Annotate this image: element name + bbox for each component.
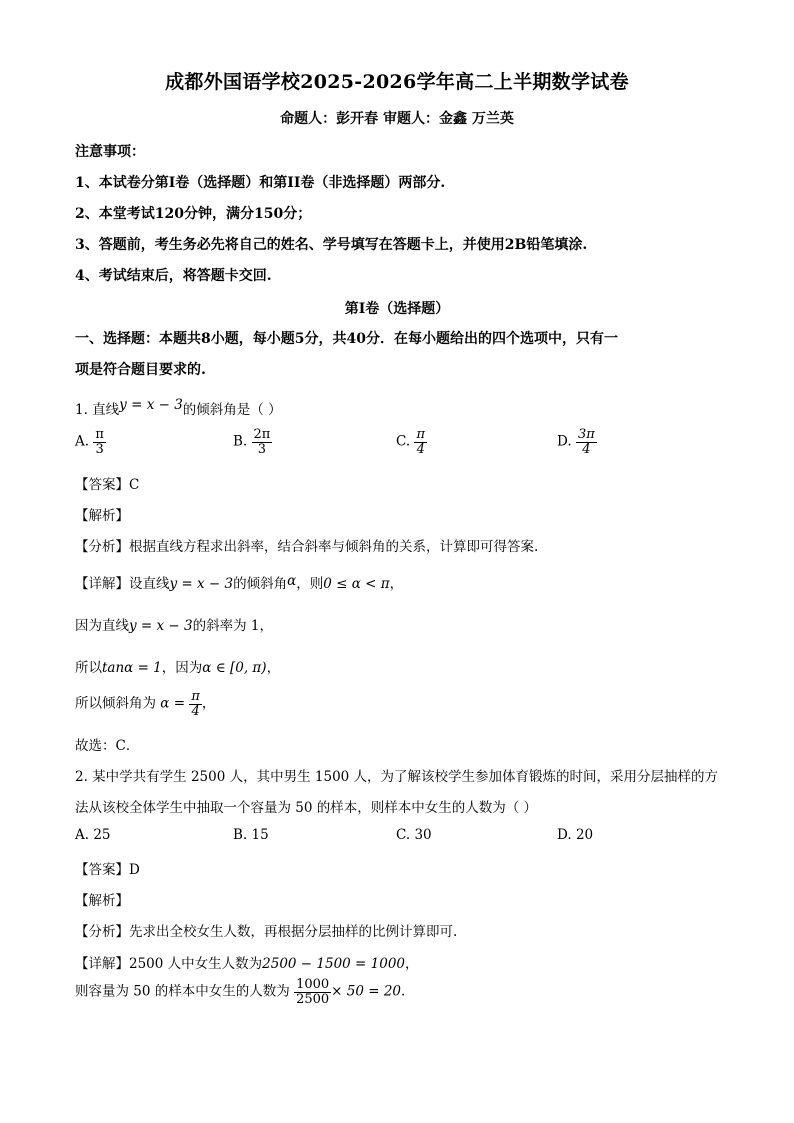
q1-line2-equation: y = x − 3 bbox=[129, 618, 193, 634]
q1-answer-tag: 【答案】 bbox=[75, 477, 129, 493]
q1-line4-fraction: $\frac{\pi}{4}$ bbox=[191, 689, 200, 719]
q2-option-c-value: 30 bbox=[414, 827, 432, 843]
exam-authors: 命题人：彭开春 审题人：金鑫 万兰英 bbox=[280, 111, 514, 127]
q1-option-a[interactable] bbox=[75, 428, 106, 456]
q1-option-b-label: B. bbox=[233, 433, 248, 450]
q1-fenxi-tag: 【分析】 bbox=[75, 539, 129, 555]
notice-item-3: 3、答题前，考生务必先将自己的姓名、学号填写在答题卡上，并使用2B铅笔填涂. bbox=[75, 237, 588, 253]
q2-option-d[interactable] bbox=[557, 827, 593, 843]
section-instruction-2: 项是符合题目要求的. bbox=[75, 362, 206, 378]
notice-item-1: 1、本试卷分第I卷（选择题）和第II卷（非选择题）两部分. bbox=[75, 175, 446, 191]
q2-option-d-value: 20 bbox=[575, 827, 594, 843]
q1-fenxi bbox=[75, 535, 538, 555]
q2-answer-tag: 【答案】 bbox=[75, 862, 129, 878]
q1-line3-comma: ， bbox=[266, 660, 281, 676]
q2-detail-comma: ， bbox=[405, 956, 419, 972]
q1-detail-line-1 bbox=[75, 572, 403, 592]
q1-detail-equation: y = x − 3 bbox=[169, 576, 234, 592]
q1-option-c[interactable] bbox=[396, 428, 427, 456]
q1-detail-tag: 【详解】 bbox=[75, 576, 129, 592]
q2-fenxi-text: 先求出全校女生人数，再根据分层抽样的比例计算即可. bbox=[129, 924, 458, 940]
notice-heading: 注意事项： bbox=[75, 144, 145, 160]
notice-item-4: 4、考试结束后，将答题卡交回. bbox=[75, 268, 272, 284]
q1-line4-text: 所以倾斜角为 bbox=[75, 695, 156, 712]
q1-conclusion: 故选：C． bbox=[75, 738, 140, 754]
q1-option-d-fraction: $\frac{3\pi}{4}$ bbox=[577, 427, 595, 457]
q2-detail-text: 2500 人中女生人数为 bbox=[129, 956, 263, 972]
q2-option-c[interactable] bbox=[396, 827, 432, 843]
q2-option-a[interactable] bbox=[75, 827, 111, 843]
q1-detail-range: 0 ≤ α < π bbox=[323, 576, 390, 592]
q1-line4-comma: ， bbox=[201, 695, 216, 712]
q1-fenxi-text: 根据直线方程求出斜率，结合斜率与倾斜角的关系，计算即可得答案. bbox=[129, 539, 539, 555]
q1-detail-line-4 bbox=[75, 690, 215, 718]
question-1-stem bbox=[75, 398, 282, 418]
q2-detail2-fraction: $\frac{1000}{2500}$ bbox=[296, 977, 330, 1007]
q1-prefix: 1. 直线 bbox=[75, 402, 120, 418]
q1-option-b-fraction: $\frac{2\pi}{3}$ bbox=[253, 427, 271, 457]
q1-option-c-label: C. bbox=[396, 433, 411, 450]
q2-detail-tag: 【详解】 bbox=[75, 956, 129, 972]
q1-answer bbox=[75, 473, 139, 493]
q2-detail-line-2 bbox=[75, 978, 405, 1006]
q2-detail2-text: 则容量为 50 的样本中女生的人数为 bbox=[75, 983, 290, 1000]
q2-answer-value: D bbox=[129, 862, 140, 878]
q2-option-d-label: D. bbox=[557, 827, 572, 843]
q1-detail-text-3: ，则 bbox=[296, 576, 324, 592]
q2-fenxi bbox=[75, 920, 457, 940]
q2-detail2-period: . bbox=[401, 983, 406, 1000]
q1-option-c-fraction: $\frac{\pi}{4}$ bbox=[416, 427, 425, 457]
q2-option-b-value: 15 bbox=[251, 827, 269, 843]
q1-suffix: 的倾斜角是（ ） bbox=[182, 402, 282, 418]
q1-detail-line-2 bbox=[75, 614, 273, 634]
q1-detail-comma: ， bbox=[389, 576, 404, 592]
q2-option-c-label: C. bbox=[396, 827, 411, 843]
q1-line2-text: 因为直线 bbox=[75, 618, 129, 634]
exam-title: 成都外国语学校2025-2026学年高二上半期数学试卷 bbox=[165, 71, 629, 93]
q2-detail-equation: 2500 − 1500 = 1000 bbox=[262, 956, 406, 972]
q2-option-b[interactable] bbox=[233, 827, 269, 843]
q1-analysis-tag: 【解析】 bbox=[75, 508, 129, 524]
question-2-stem-line-2: 法从该校全体学生中抽取一个容量为 50 的样本，则样本中女生的人数为（ ） bbox=[75, 800, 538, 816]
q1-line2-text-2: 的斜率为 1， bbox=[192, 618, 274, 634]
q2-answer bbox=[75, 858, 140, 878]
q1-line3-interval: α ∈ [0, π) bbox=[202, 660, 267, 676]
q1-line3-text: 所以 bbox=[75, 660, 102, 676]
q1-detail-alpha: α bbox=[287, 573, 297, 589]
q1-line3-text-2: ，因为 bbox=[161, 660, 203, 676]
q2-option-a-value: 25 bbox=[93, 827, 111, 843]
q1-line3-tan: tanα = 1 bbox=[102, 660, 162, 676]
q1-line4-lhs: α = bbox=[160, 695, 186, 712]
q1-option-a-fraction: $\frac{\pi}{3}$ bbox=[95, 427, 104, 457]
q2-detail-line-1 bbox=[75, 952, 419, 972]
q1-detail-text-2: 的倾斜角 bbox=[233, 576, 288, 592]
q2-analysis-tag: 【解析】 bbox=[75, 893, 129, 909]
section-instruction-1: 一、选择题：本题共8小题，每小题5分，共40分．在每小题给出的四个选项中，只有一 bbox=[75, 331, 618, 347]
notice-item-2: 2、本堂考试120分钟，满分150分； bbox=[75, 206, 312, 222]
section-title: 第I卷（选择题） bbox=[344, 301, 450, 317]
q1-option-d[interactable] bbox=[557, 428, 597, 456]
q2-fenxi-tag: 【分析】 bbox=[75, 924, 129, 940]
q1-option-b[interactable] bbox=[233, 428, 272, 456]
q1-detail-line-3 bbox=[75, 656, 280, 676]
q1-detail-text: 设直线 bbox=[129, 576, 170, 592]
q2-detail2-product: × 50 = 20 bbox=[331, 983, 402, 1000]
question-2-stem-line-1: 2. 某中学共有学生 2500 人，其中男生 1500 人，为了解该校学生参加体育锻炼的时间，采用分层抽样的方 bbox=[75, 769, 719, 785]
q1-option-d-label: D. bbox=[557, 433, 572, 450]
q1-equation: y = x − 3 bbox=[119, 397, 183, 413]
q1-answer-value: C bbox=[129, 477, 140, 493]
q2-option-b-label: B. bbox=[233, 827, 248, 843]
q2-option-a-label: A. bbox=[75, 827, 90, 843]
q1-option-a-label: A. bbox=[75, 433, 90, 450]
